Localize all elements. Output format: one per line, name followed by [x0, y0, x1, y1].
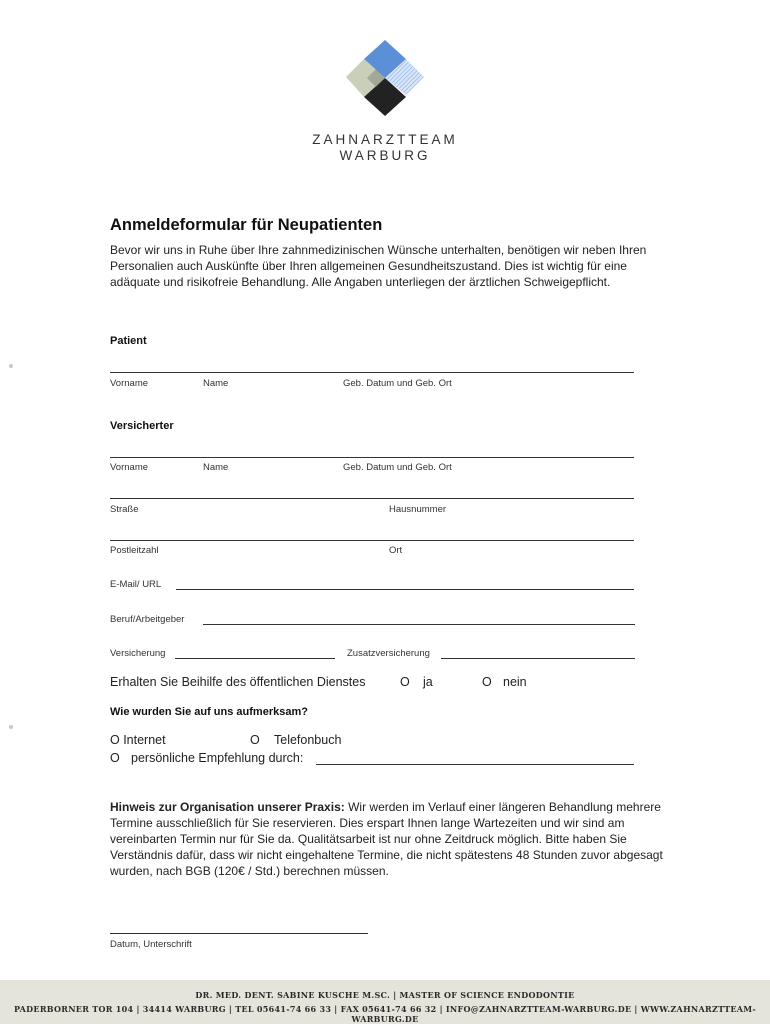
punch-hole-dot	[9, 364, 13, 368]
practice-logo-icon	[344, 37, 426, 119]
referral-empfehlung-label: persönliche Empfehlung durch:	[131, 751, 304, 765]
beruf-label: Beruf/Arbeitgeber	[110, 614, 185, 625]
patient-vorname-label: Vorname	[110, 378, 149, 389]
referral-telefonbuch-label: Telefonbuch	[274, 733, 342, 747]
beihilfe-nein-checkbox[interactable]: O	[482, 675, 492, 689]
brand-name: ZAHNARZTTEAM	[312, 132, 458, 147]
hausnummer-label: Hausnummer	[389, 504, 447, 515]
footer-contact: PADERBORNER TOR 104 | 34414 WARBURG | TEL 05641-74 66 33 | FAX 05641-74 66 32 | INFO@ZAHNARZTTEAM-WARBURG.DE | WWW.ZAHNARZTTEAM-WARBURG.DE	[13, 1004, 757, 1024]
punch-hole-dot	[9, 725, 13, 729]
referral-empfehlung-checkbox[interactable]: O	[110, 751, 120, 765]
hint-label: Hinweis zur Organisation unserer Praxis:	[110, 800, 345, 814]
signature-line[interactable]	[110, 933, 368, 934]
versicherung-line[interactable]	[175, 658, 335, 659]
footer-doctor: DR. MED. DENT. SABINE KUSCHE M.SC. | MASTER OF SCIENCE ENDODONTIE	[195, 990, 575, 1000]
versicherter-geb-label: Geb. Datum und Geb. Ort	[343, 462, 452, 473]
brand-city: WARBURG	[339, 148, 431, 163]
strasse-line[interactable]	[110, 498, 634, 499]
hint-text: Wir werden im Verlauf einer längeren Behandlung mehrere Termine ausschließlich für Sie reservieren. Dies erspart Ihnen lange Wartezeiten und wir sind am vereinbarten Termin nur für Sie da. Qualitätsarbeit ist nur ohne Zeitdruck möglich. Bitte haben Sie Verständnis dafür, dass wir nicht eingehaltene Termine, die nicht spätestens 48 Stunden zuvor abgesagt wurden, nach BGB (120€ / Std.) berechnen müssen.	[110, 800, 663, 878]
organisation-hint	[110, 799, 675, 879]
patient-line[interactable]	[110, 372, 634, 373]
ort-label: Ort	[389, 545, 403, 556]
form-intro: Bevor wir uns in Ruhe über Ihre zahnmedizinischen Wünsche unterhalten, benötigen wir neben Ihren Personalien auch Auskünfte über Ihren allgemeinen Gesundheitszustand. Dies ist wichtig für eine adäquate und risikofreie Behandlung. Alle Angaben unterliegen der ärztlichen Schweigepflicht.	[110, 243, 647, 289]
signature-label: Datum, Unterschrift	[110, 939, 192, 950]
versicherter-vorname-label: Vorname	[110, 462, 149, 473]
email-label: E-Mail/ URL	[110, 579, 162, 590]
versicherter-name-label: Name	[203, 462, 229, 473]
referral-heading: Wie wurden Sie auf uns aufmerksam?	[110, 706, 308, 718]
empfehlung-line[interactable]	[316, 764, 634, 765]
form-title: Anmeldeformular für Neupatienten	[110, 216, 383, 234]
patient-heading: Patient	[110, 335, 147, 347]
beihilfe-question: Erhalten Sie Beihilfe des öffentlichen Dienstes	[110, 675, 366, 689]
zusatz-line[interactable]	[441, 658, 635, 659]
referral-telefonbuch-checkbox[interactable]: O	[250, 733, 260, 747]
beihilfe-nein-label: nein	[503, 675, 527, 689]
beihilfe-ja-checkbox[interactable]: O	[400, 675, 410, 689]
versicherter-heading: Versicherter	[110, 420, 174, 432]
plz-label: Postleitzahl	[110, 545, 159, 556]
zusatz-label: Zusatzversicherung	[347, 648, 430, 659]
versicherung-label: Versicherung	[110, 648, 166, 659]
beruf-line[interactable]	[203, 624, 635, 625]
beihilfe-ja-label: ja	[423, 675, 433, 689]
patient-geb-label: Geb. Datum und Geb. Ort	[343, 378, 452, 389]
patient-name-label: Name	[203, 378, 229, 389]
versicherter-name-line[interactable]	[110, 457, 634, 458]
email-line[interactable]	[176, 589, 634, 590]
referral-internet-option[interactable]: O Internet	[110, 733, 166, 747]
plz-line[interactable]	[110, 540, 634, 541]
strasse-label: Straße	[110, 504, 139, 515]
